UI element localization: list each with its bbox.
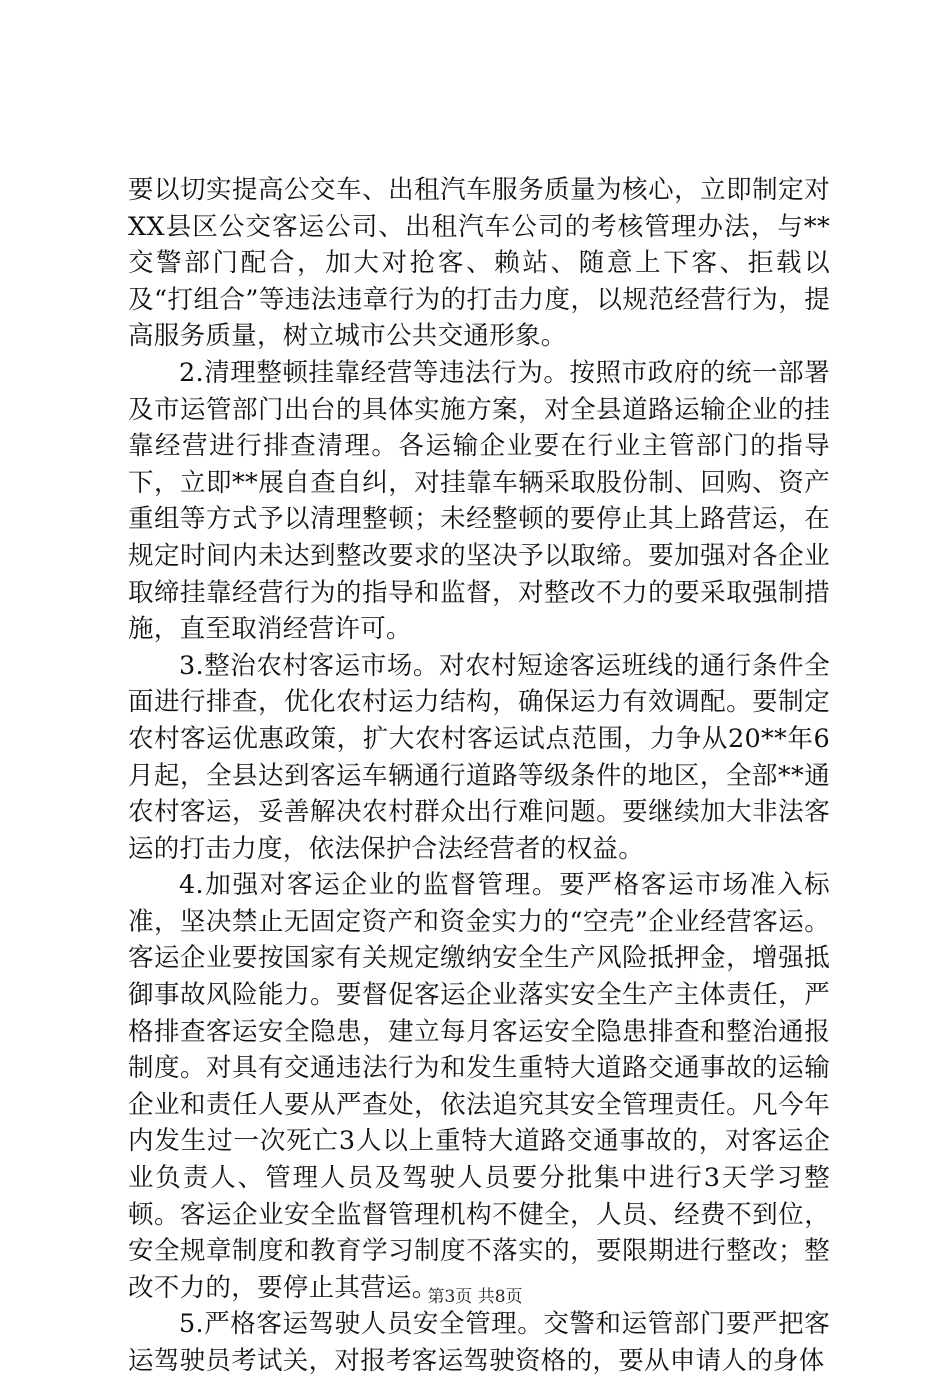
paragraph-item-2: 2.清理整顿挂靠经营等违法行为。按照市政府的统一部署及市运管部门出台的具体实施方案，对全县道路运输企业的挂靠经营进行排查清理。各运输企业要在行业主管部门的指导下，立即**展自查自纠，对挂靠车辆采取股份制、回购、资产重组等方式予以清理整顿；未经整顿的要停止其上路营运，在规定时间内未达到整改要求的坚决予以取缔。要加强对各企业取缔挂靠经营行为的指导和监督，对整改不力的要采取强制措施，直至取消经营许可。 <box>128 357 830 645</box>
page-footer: 第3页 共8页 <box>427 1287 523 1307</box>
paragraph-item-4: 4.加强对客运企业的监督管理。要严格客运市场准入标准，坚决禁止无固定资产和资金实力的“空壳”企业经营客运。客运企业要按国家有关规定缴纳安全生产风险抵押金，增强抵御事故风险能力。要督促客运企业落实安全生产主体责任，严格排查客运安全隐患，建立每月客运安全隐患排查和整治通报制度。对具有交通违法行为和发生重特大道路交通事故的运输企业和责任人要从严查处，依法追究其安全管理责任。凡今年内发生过一次死亡3人以上重特大道路交通事故的，对客运企业负责人、管理人员及驾驶人员要分批集中进行3天学习整顿。客运企业安全监督管理机构不健全，人员、经费不到位，安全规章制度和教育学习制度不落实的，要限期进行整改；整改不力的，要停止其营运。 <box>128 870 830 1303</box>
paragraph-item-5: 5.严格客运驾驶人员安全管理。交警和运管部门要严把客运驾驶员考试关，对报考客运驾驶资格的，要从申请人的身体 <box>128 1309 830 1376</box>
paragraph-continuation: 要以切实提高公交车、出租汽车服务质量为核心，立即制定对XX县区公交客运公司、出租汽车公司的考核管理办法，与**交警部门配合，加大对抢客、赖站、随意上下客、拒载以及“打组合”等违法违章行为的打击力度，以规范经营行为，提高服务质量，树立城市公共交通形象。 <box>128 175 830 352</box>
document-body <box>128 172 830 1380</box>
paragraph-item-3: 3.整治农村客运市场。对农村短途客运班线的通行条件全面进行排查，优化农村运力结构，确保运力有效调配。要制定农村客运优惠政策，扩大农村客运试点范围，力争从20**年6月起，全县达到客运车辆通行道路等级条件的地区，全部**通农村客运，妥善解决农村群众出行难问题。要继续加大非法客运的打击力度，依法保护合法经营者的权益。 <box>128 650 830 864</box>
